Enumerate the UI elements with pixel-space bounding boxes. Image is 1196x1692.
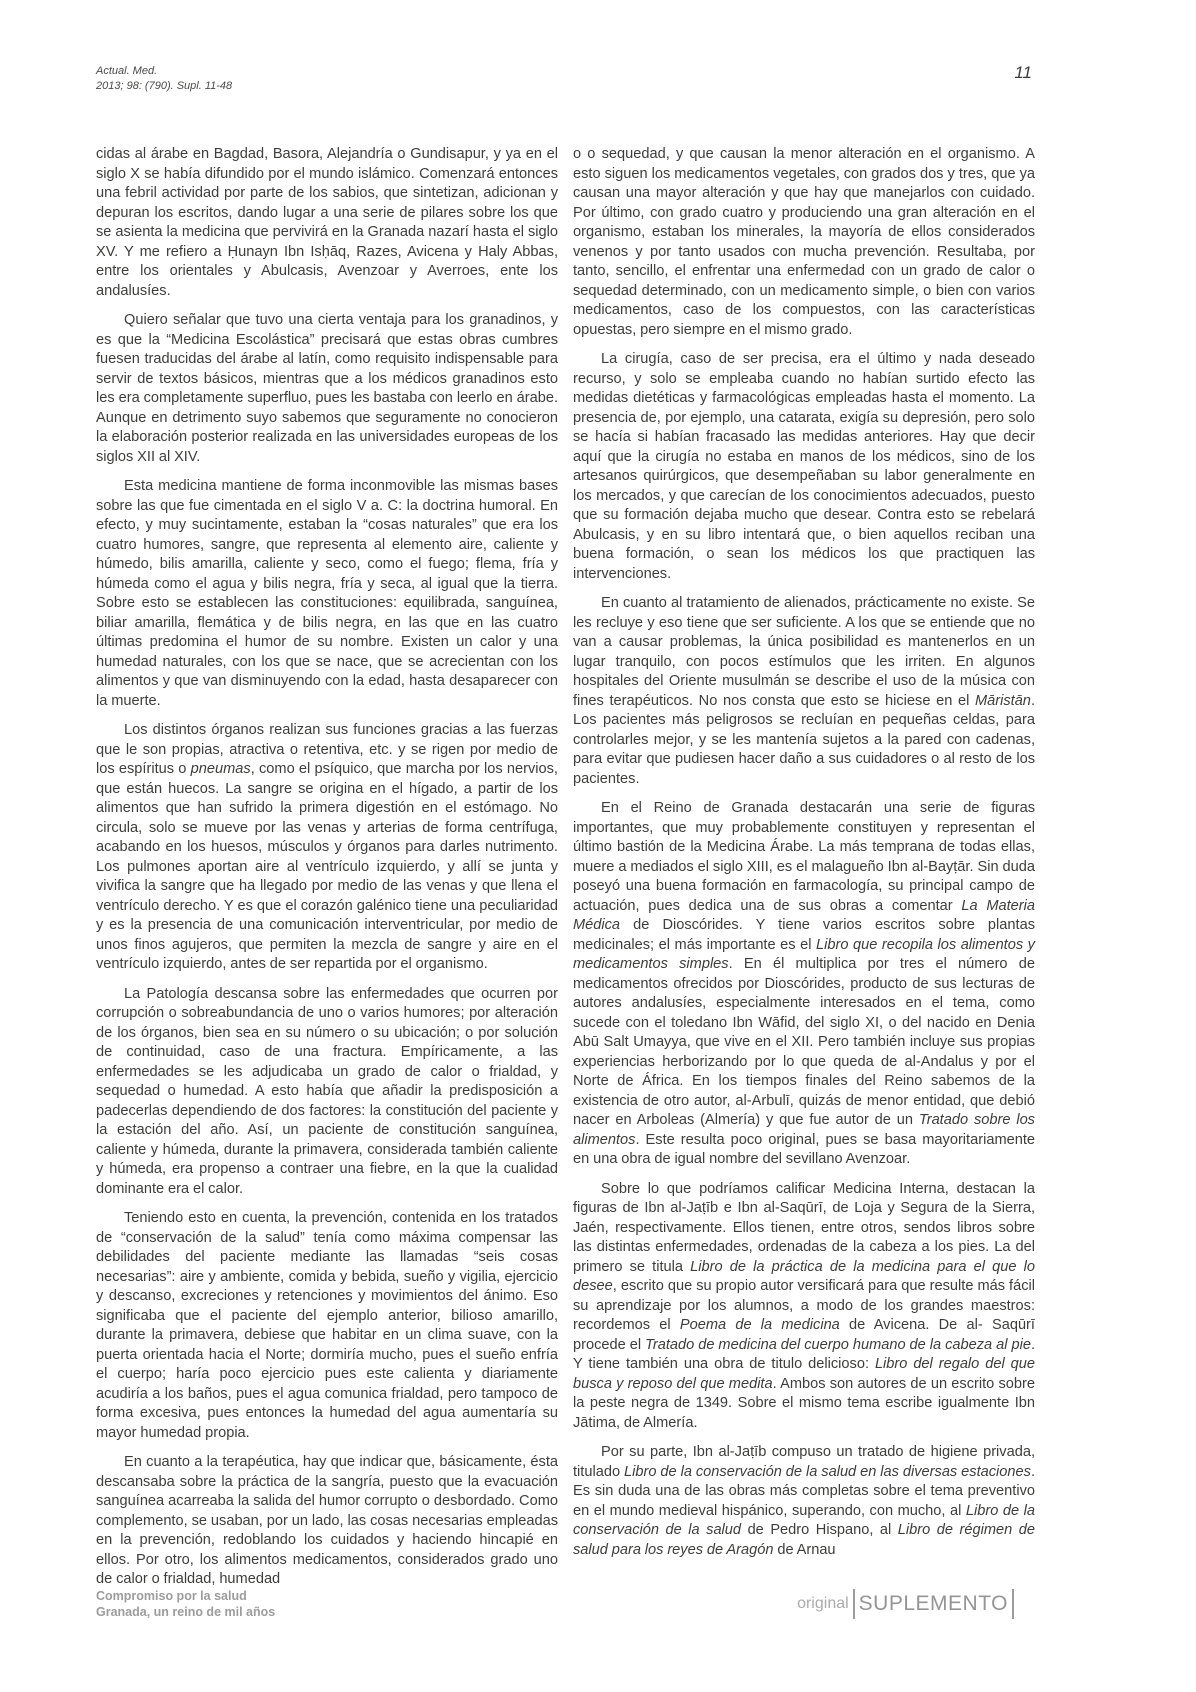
paragraph [96,145,558,301]
italic-text: Libro del regalo del que busca y reposo del que medita [573,1356,1035,1392]
body-text: En cuanto al tratamiento de alienados, prácticamente no existe. Se les recluye y eso tiene que ser suficiente. A los que se entiende que no van a causar problemas, la única posibilidad es mantenerlos en un lugar tranquilo, con pocos estímulos que les irriten. En algunos hospitales del Oriente musulmán se describe el uso de la música con fines terapéuticos. No nos consta que esto se hiciese en el [573,595,1035,709]
italic-text: La Materia Médica [573,897,1036,933]
journal-citation: 2013; 98: (790). Supl. 11-48 [96,79,233,92]
paragraph [573,145,1035,340]
journal-reference [96,64,232,94]
body-text: Esta medicina mantiene de forma inconmovible las mismas bases sobre las que fue cimentada en el siglo V a. C: la doctrina humoral. En efecto, y muy sucintamente, estaban la “cosas naturales” que era los cuatro humores, sangre, que representa al elemento aire, caliente y húmedo, bilis amarilla, caliente y seco, como el fuego; flema, fría y húmeda como el agua y bilis negra, fría y seca, al igual que la tierra. Sobre esto se establecen las constituciones: equilibrada, sanguínea, biliar amarilla, flemática y de bilis negra, en las que en las cuatro últimas predomina el humor de su nombre. Existen un calor y una humedad naturales, con los que se nace, que se acrecientan con los alimentos y que van disminuyendo con la edad, hasta desaparecer con la muerte. [96,478,558,709]
body-text: Los distintos órganos realizan sus funciones gracias a las fuerzas que le son propias, atractiva o retentiva, etc. y se rigen por medio de los espíritus o [96,722,558,777]
italic-text: Libro de régimen de salud para los reyes de Aragón [573,1522,1036,1558]
footer-brand-suplemento: SUPLEMENTO [858,1592,1008,1616]
paragraph [573,799,1035,1170]
body-text: cidas al árabe en Bagdad, Basora, Alejandría o Gundisapur, y ya en el siglo X se había difundido por el mundo islámico. Comenzará entonces una febril actividad por parte de los sabios, que sintetizan, adicionan y depuran los escritos, dando lugar a una serie de pilares sobre los que se asienta la medicina que pervivirá en la Granada nazarí hasta el siglo XV. Y me refiero a Ḥunayn Ibn Isḥāq, Razes, Avicena y Haly Abbas, entre los orientales y Abulcasis, Avenzoar y Averroes, ente los andalusíes. [96,146,558,299]
body-text: La cirugía, caso de ser precisa, era el último y nada deseado recurso, y solo se empleaba cuando no habían surtido efecto las medidas dietéticas y farmacológicas empleadas hasta el momento. La presencia de, por ejemplo, una catarata, exigía su depresión, pero solo se hacía si habían fracasado las medidas anteriores. Hay que decir aquí que la cirugía no estaba en manos de los médicos, sino de los artesanos quirúrgicos, que desempeñaban su labor generalmente en los mercados, y que carecían de los conocimientos adecuados, puesto que su formación dejaba mucho que desear. Contra esto se rebelará Abulcasis, y en su libro intentará que, o bien aquellos reciban una buena formación, o sean los médicos los que practiquen las intervenciones. [573,351,1035,582]
footer-campaign [96,1588,275,1621]
body-text: de Avicena. De al- Saqūrī procede el [573,1317,1035,1353]
paragraph [96,311,558,467]
page-footer [96,1588,1018,1621]
column-right [573,145,1035,1600]
italic-text: Poema de la medicina [679,1317,840,1333]
body-text: Por su parte, Ibn al-Jaṭīb compuso un tratado de higiene privada, titulado [573,1444,1035,1480]
body-text: o o sequedad, y que causan la menor alteración en el organismo. A esto siguen los medicamentos vegetales, con grados dos y tres, que ya causan una mayor alteración y que hay que manejarlos con cuidado. Por último, con grado cuatro y produciendo una gran alteración en el organismo, estaban los minerales, la mayoría de ellos considerados venenos y por tanto usados con mucha prevención. Resultaba, por tanto, sencillo, el enfrentar una enfermedad con un grado de calor o sequedad determinado, con un medicamento simple, o bien con varios medicamentos, caso de los compuestos, con las características opuestas, pero siempre en el mismo grado. [573,146,1035,338]
body-text: , escrito que su propio autor versificará para que resulte más fácil su aprendizaje por los alumnos, a modo de los grandes maestros: recordemos el [573,1278,1035,1333]
separator-bar [1012,1589,1014,1619]
paragraph [96,985,558,1200]
italic-text: Māristān [974,692,1031,709]
separator-bar [853,1589,855,1619]
body-text: En cuanto a la terapéutica, hay que indicar que, básicamente, ésta descansaba sobre la práctica de la sangría, puesto que la evacuación sanguínea acarreaba la salida del humor corrupto o desbordado. Como complemento, se usaban, por un lado, las cosas necesarias empleadas en la prevención, redoblando los cuidados y haciendo hincapié en ellos. Por otro, los alimentos medicamentos, considerados grado uno de calor o frialdad, humedad [96,1454,558,1587]
body-text: de Dioscórides. Y tiene varios escritos sobre plantas medicinales; el más importante es el [573,917,1035,953]
paragraph [96,1209,558,1443]
page-number: 11 [1014,63,1032,82]
body-text: . Es sin duda una de las obras más completas sobre el tema preventivo en el mundo medieval hispánico, superando, con mucho, al [573,1463,1035,1519]
italic-text: Libro que recopila los alimentos y medicamentos simples [573,936,1035,972]
body-text: . Y tiene también una obra de titulo delicioso: [573,1336,1035,1372]
body-text: Sobre lo que podríamos calificar Medicina Interna, destacan la figuras de Ibn al-Jaṭīb e Ibn al-Saqūrī, de Loja y Segura de la Sierra, Jaén, respectivamente. Ellos tienen, entre otros, sendos libros sobre las distintas enfermedades, ordenadas de la cabeza a los pies. La del primero se titula [573,1180,1035,1275]
italic-text: Libro de la conservación de la salud en las diversas estaciones [624,1463,1031,1480]
body-text: . En él multiplica por tres el número de medicamentos ofrecidos por Dioscórides, producto de sus lecturas de autores andalusíes, especialmente interesados en el tema, como sucede con el toledano Ibn Wāfid, del siglo XI, o del nacido en Denia Abū Salt Umayya, que vive en el XII. Pero también incluye sus propias experiencias herborizando por lo que queda de al-Andalus y por el Norte de África. En los tiempos finales del Reino sabemos de la existencia de otro autor, al-Arbulī, quizás de menor entidad, que debió nacer en Arboleas (Almería) y que fue autor de un [573,956,1036,1128]
body-text: . Los pacientes más peligrosos se recluían en pequeñas celdas, para controlarles mejor, y se les mantenía sujetos a la pared con cadenas, para evitar que pudiesen hacer daño a sus cuidadores o al resto de los pacientes. [573,692,1035,787]
footer-brand-original: original [797,1595,849,1613]
paragraph [573,350,1035,584]
italic-text: Libro de la práctica de la medicina para el que lo desee [573,1258,1035,1294]
paragraph [573,594,1035,789]
paragraph [96,477,558,711]
paragraph [573,1180,1035,1434]
body-text: de Pedro Hispano, al [741,1522,898,1538]
footer-brand [797,1589,1018,1619]
italic-text: Tratado sobre los alimentos [573,1112,1035,1148]
page-header [96,64,1032,94]
column-left [96,145,558,1600]
body-text: En el Reino de Granada destacarán una serie de figuras importantes, que muy probablemente constituyen y representan el último bastión de la Medicina Árabe. La más temprana de todas ellas, muere a mediados el siglo XIII, es el malagueño Ibn al-Bayṭār. Sin duda poseyó una buena formación en farmacología, su principal campo de actuación, pues dedica una de sus obras a comentar [573,800,1035,914]
text-columns [96,145,1035,1600]
body-text: Quiero señalar que tuvo una cierta ventaja para los granadinos, y es que la “Medicina Escolástica” precisará que estas obras cumbres fuesen traducidas del árabe al latín, como requisito indispensable para servir de textos básicos, mientras que a los médicos granadinos esto les era completamente superfluo, pues les bastaba con leerlo en árabe. Aunque en detrimento suyo sabemos que seguramente no conocieron la elaboración posterior realizada en las universidades europeas de los siglos XII al XIV. [96,312,558,465]
paragraph [96,721,558,975]
body-text: , como el psíquico, que marcha por los nervios, que están huecos. La sangre se origina en el hígado, a partir de los alimentos que han sufrido la primera digestión en el estómago. No circula, solo se mueve por las venas y arterias de forma centrífuga, acabando en los huesos, músculos y órganos para darles nutrimento. Los pulmones aportan aire al ventrículo izquierdo, y allí se junta y vivifica la sangre que ha llegado por medio de las venas y que llena el ventrículo derecho. Y es que el corazón galénico tiene una peculiaridad y es la presencia de una comunicación interventricular, por medio de unos finos agujeros, que permiten la mezcla de sangre y aire en el ventrículo izquierdo, antes de ser repartida por el organismo. [96,761,558,972]
body-text: de Arnau [773,1541,836,1558]
journal-title: Actual. Med. [96,65,158,77]
body-text: Teniendo esto en cuenta, la prevención, contenida en los tratados de “conservación de la salud” tenía como máxima compensar las debilidades del paciente mediante las llamadas “seis cosas necesarias”: aire y ambiente, comida y bebida, sueño y vigilia, ejercicio y descanso, excreciones y retenciones y movimientos del ánimo. Eso significaba que el paciente del ejemplo anterior, bilioso amarillo, durante la primavera, debiese que habitar en un clima suave, con la puerta orientada hacia el Norte; dormiría mucho, pues el sueño enfría el cuerpo; haría poco ejercicio pues este calienta y diariamente acudiría a los baños, pues el agua comunica frialdad, pero tampoco de forma excesiva, pues entonces la humedad del agua aumentaría su mayor humedad propia. [96,1210,558,1441]
italic-text: pneumas [190,761,251,777]
body-text: . Este resulta poco original, pues se basa mayoritariamente en una obra de igual nombre del sevillano Avenzoar. [573,1131,1035,1167]
italic-text: Tratado de medicina del cuerpo humano de la cabeza al pie [645,1336,1031,1353]
body-text: . Ambos son autores de un escrito sobre la peste negra de 1349. Sobre el mismo tema escribe igualmente Ibn Jātima, de Almería. [573,1375,1036,1431]
paragraph [573,1443,1035,1560]
footer-campaign-line2: Granada, un reino de mil años [96,1605,276,1620]
footer-campaign-line1: Compromiso por la salud [96,1589,247,1603]
italic-text: Libro de la conservación de la salud [573,1502,1035,1538]
body-text: La Patología descansa sobre las enfermedades que ocurren por corrupción o sobreabundancia de uno o varios humores; por alteración de los órganos, bien sea en su número o su ubicación; o por solución de continuidad, caso de una fractura. Empíricamente, a las enfermedades se les adjudicaba un grado de calor o frialdad, y sequedad o humedad. A esto había que añadir la predisposición a padecerlas dependiendo de dos factores: la constitución del paciente y la estación del año. Así, un paciente de constitución sanguínea, caliente y húmeda, durante la primavera, considerada también caliente y húmeda, era propenso a contraer una fiebre, en la que la cualidad dominante era el calor. [96,985,558,1197]
paragraph [96,1453,558,1590]
